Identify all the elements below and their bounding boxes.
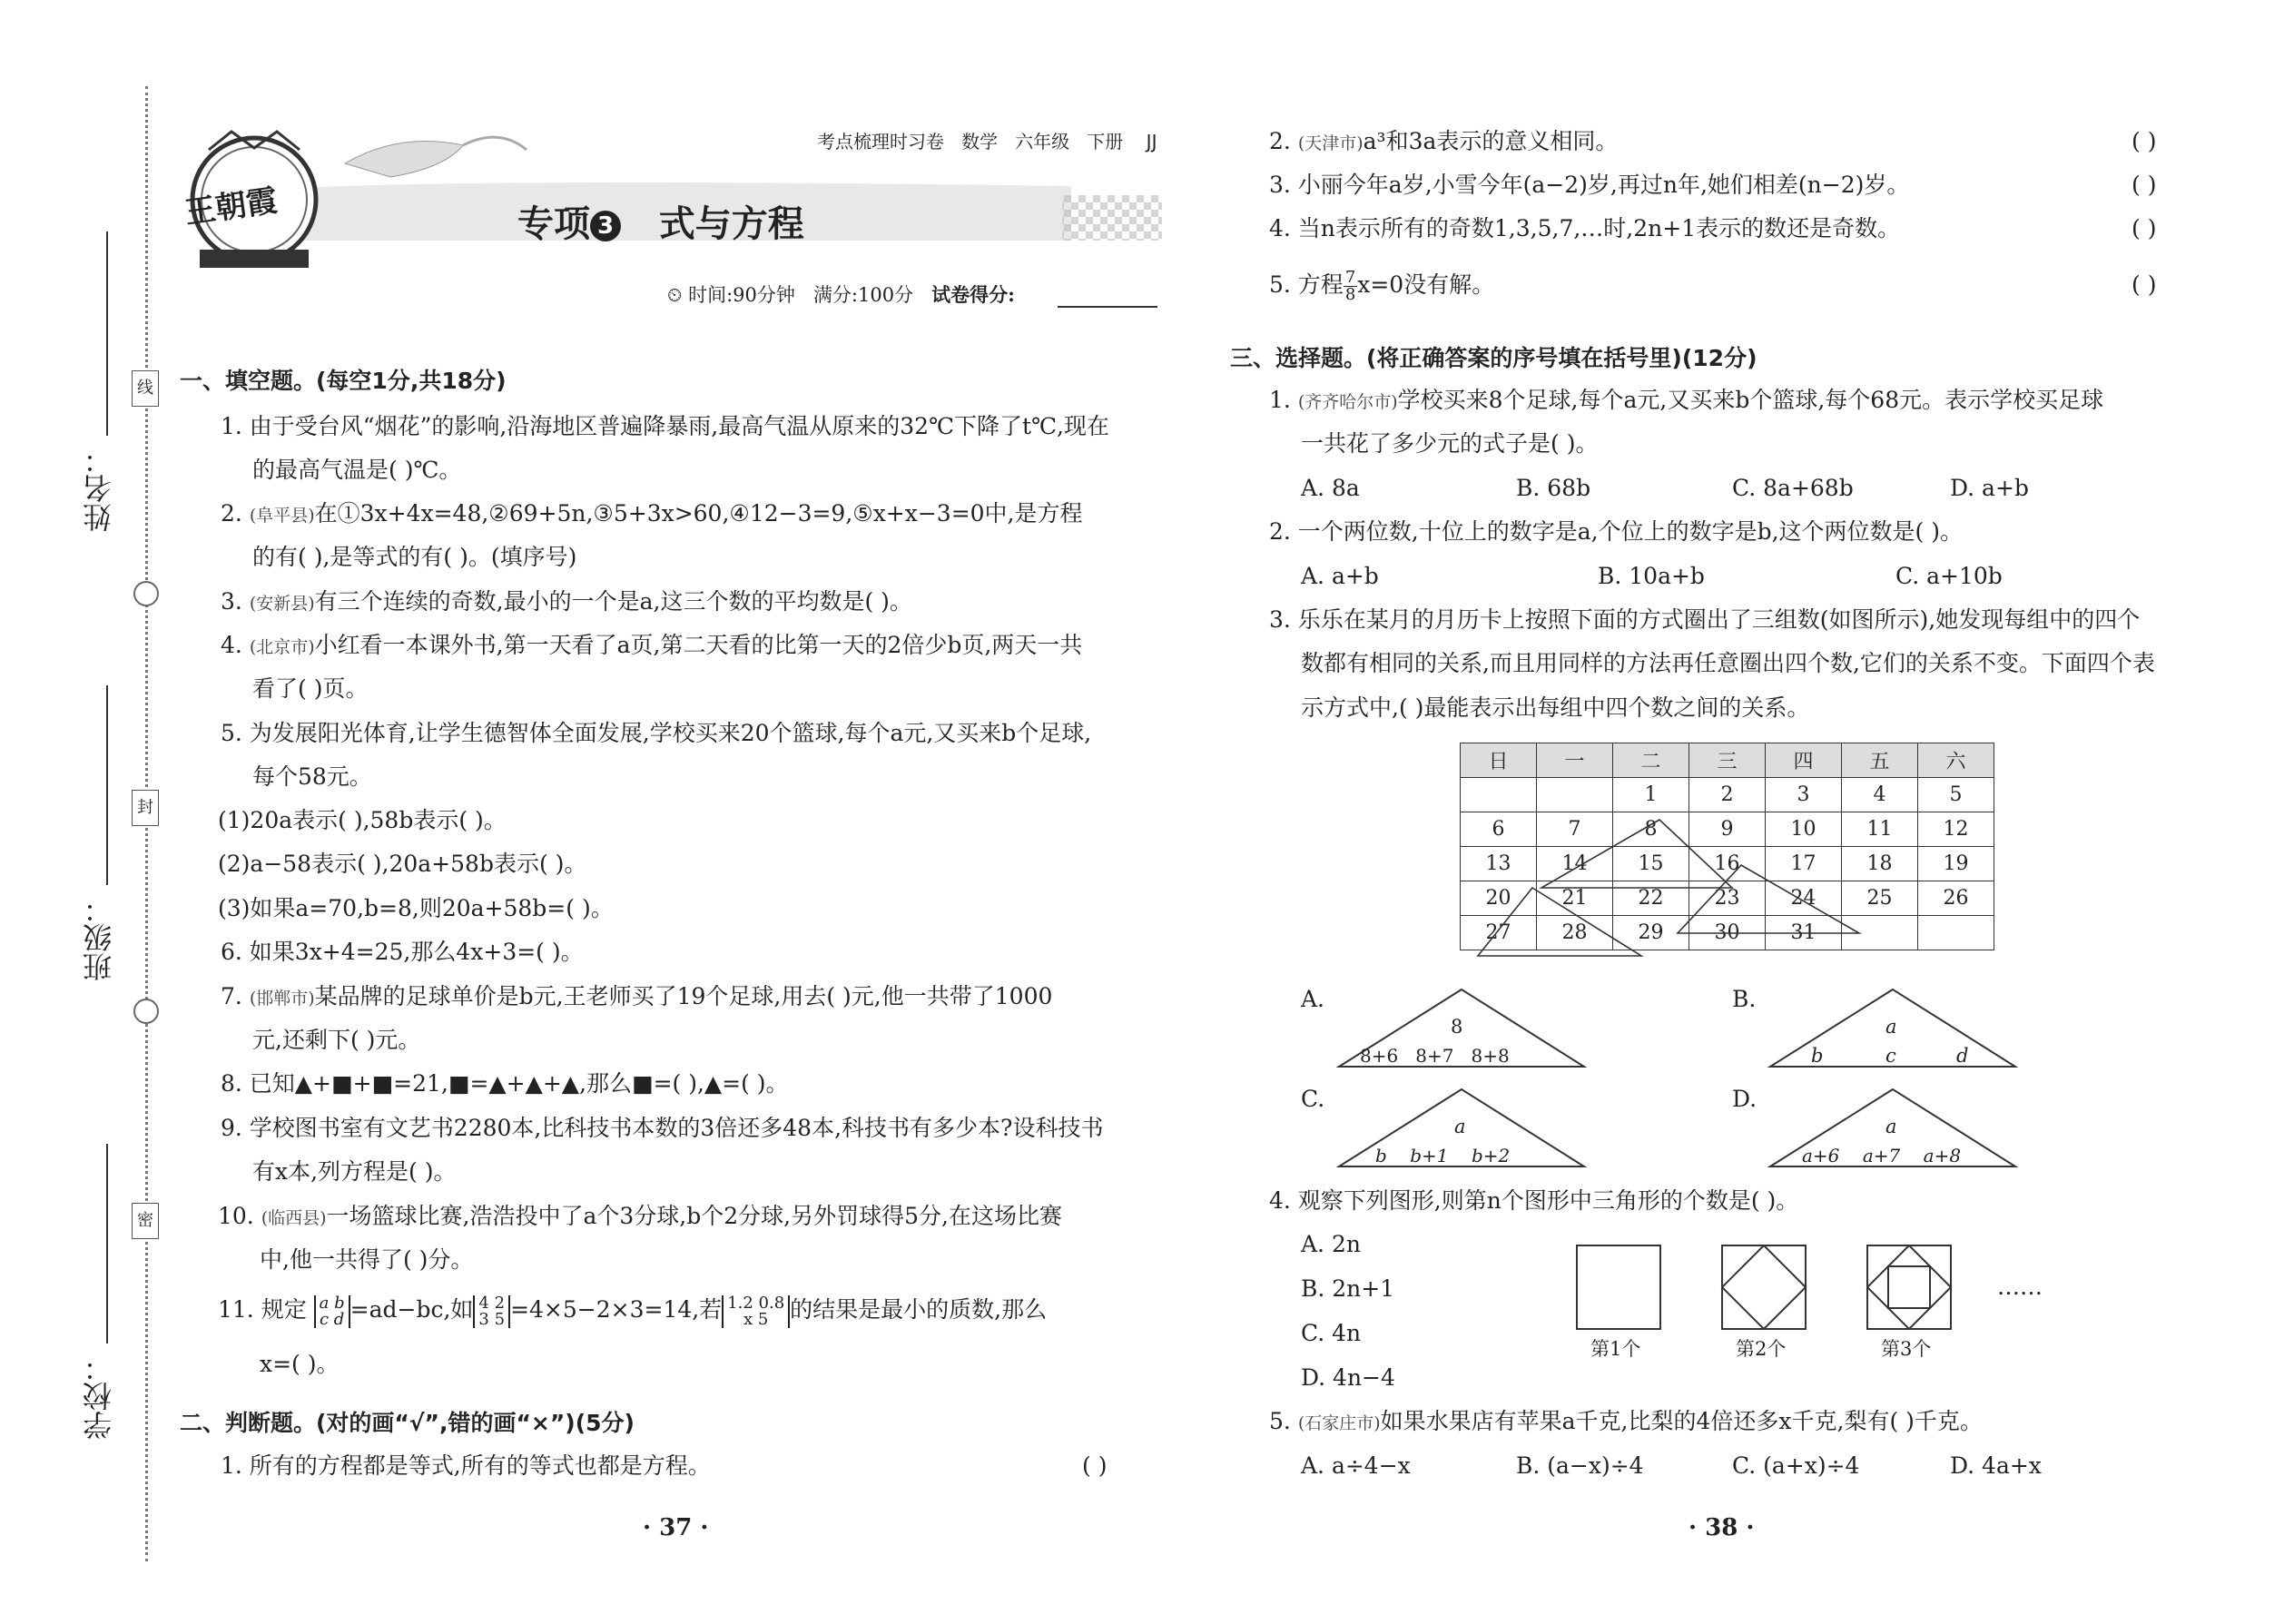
cal-cell: 14 xyxy=(1537,847,1613,881)
cal-cell: 28 xyxy=(1537,916,1613,950)
fig-2-label: 第2个 xyxy=(1736,1338,1787,1360)
logo-text: 王朝霞 xyxy=(182,182,280,231)
opt-c-top: a xyxy=(1454,1116,1466,1137)
cal-cell: 15 xyxy=(1613,847,1689,881)
seal-feng: 封 xyxy=(132,790,159,826)
opt-a-bottom: 8+6 8+7 8+8 xyxy=(1360,1045,1510,1067)
choice-q4-option-a[interactable]: A. 2n xyxy=(1301,1231,1361,1257)
q8: 8. 已知▲+■+■=21,■=▲+▲+▲,那么■=( ),▲=( )。 xyxy=(221,1070,789,1097)
choice-q4-option-b[interactable]: B. 2n+1 xyxy=(1301,1275,1395,1302)
q5-line2: 每个58元。 xyxy=(252,763,372,790)
cal-cell: 10 xyxy=(1766,812,1842,847)
fig-ellipsis: …… xyxy=(1997,1274,2043,1300)
page-number-left: · 37 · xyxy=(643,1514,709,1541)
q7-line2: 元,还剩下( )元。 xyxy=(252,1027,421,1053)
choice-q2-option-c[interactable]: C. a+10b xyxy=(1895,563,2003,589)
q9-line1: 9. 学校图书室有文艺书2280本,比科技书本数的3倍还多48本,科技书有多少本?设科技书 xyxy=(221,1115,1104,1141)
q2-line1: 2. (阜平县)在①3x+4x=48,②69+5n,③5+3x>60,④12−3=9,⑤x+x−3=0中,是方程 xyxy=(221,500,1083,527)
choice-q4-option-c[interactable]: C. 4n xyxy=(1301,1320,1362,1346)
q11-line1: 11. 规定 a b c d =ad−bc,如 4 2 3 5 =4×5−2×3=14,若 1.2 0.8 x 5 的结果是最小的质数,那么 xyxy=(218,1293,1048,1329)
choice-q1-option-b[interactable]: B. 68b xyxy=(1516,475,1591,501)
q5-sub1: (1)20a表示( ),58b表示( )。 xyxy=(218,807,507,833)
cal-cell: 22 xyxy=(1613,881,1689,916)
choice-q5-option-b[interactable]: B. (a−x)÷4 xyxy=(1516,1452,1644,1479)
school-label: 学校： xyxy=(82,1353,116,1440)
q5-sub3: (3)如果a=70,b=8,则20a+58b=( )。 xyxy=(218,895,614,921)
name-blank[interactable] xyxy=(106,231,108,436)
q2-line2: 的有( ),是等式的有( )。(填序号) xyxy=(252,544,577,570)
cal-cell: 20 xyxy=(1461,881,1537,916)
cal-cell: 5 xyxy=(1918,778,1994,812)
choice-q1-option-d[interactable]: D. a+b xyxy=(1950,475,2029,501)
choice-q4-option-d[interactable]: D. 4n−4 xyxy=(1301,1364,1395,1391)
opt-d-top: a xyxy=(1885,1116,1897,1137)
choice-q5: 5. (石家庄市)如果水果店有苹果a千克,比梨的4倍还多x千克,梨有( )千克。 xyxy=(1269,1408,1983,1434)
choice-q3-line1: 3. 乐乐在某月的月历卡上按照下面的方式圈出了三组数(如图所示),她发现每组中的四个 xyxy=(1269,606,2141,633)
cal-head: 五 xyxy=(1842,743,1918,778)
q3-option-d-label[interactable]: D. xyxy=(1732,1086,1757,1112)
page-title: 专项 3 式与方程 xyxy=(517,203,804,245)
section-3-title: 三、选择题。(将正确答案的序号填在括号里)(12分) xyxy=(1230,345,1757,371)
cal-head: 四 xyxy=(1766,743,1842,778)
exam-info: ⏲ 时间:90分钟 满分:100分 试卷得分: xyxy=(667,283,1015,306)
calendar-triangles xyxy=(1460,743,2023,969)
cal-cell: 25 xyxy=(1842,881,1918,916)
seal-xian: 线 xyxy=(132,370,159,407)
page-number-right: · 38 · xyxy=(1689,1514,1755,1541)
q4-line1: 4. (北京市)小红看一本课外书,第一天看了a页,第二天看的比第一天的2倍少b页,两天一共 xyxy=(221,632,1083,658)
choice-q1-option-a[interactable]: A. 8a xyxy=(1301,475,1360,501)
choice-q3-line2: 数都有相同的关系,而且用同样的方法再任意圈出四个数,它们的关系不变。下面四个表 xyxy=(1301,650,2155,676)
q5-line1: 5. 为发展阳光体育,让学生德智体全面发展,学校买来20个篮球,每个a元,又买来b个足球, xyxy=(221,720,1092,746)
cal-cell: 16 xyxy=(1689,847,1766,881)
choice-q1-option-c[interactable]: C. 8a+68b xyxy=(1732,475,1854,501)
choice-q3-line3: 示方式中,( )最能表示出每组中四个数之间的关系。 xyxy=(1301,694,1810,721)
cal-cell: 3 xyxy=(1766,778,1842,812)
square-pattern-figures xyxy=(1575,1244,1956,1334)
cal-cell: 18 xyxy=(1842,847,1918,881)
cal-head: 六 xyxy=(1918,743,1994,778)
judge-q3: 3. 小丽今年a岁,小雪今年(a−2)岁,再过n年,她们相差(n−2)岁。 xyxy=(1269,172,1910,198)
cal-cell: 17 xyxy=(1766,847,1842,881)
fig-1-label: 第1个 xyxy=(1590,1338,1641,1360)
cal-cell: 31 xyxy=(1766,916,1842,950)
cal-cell: 23 xyxy=(1689,881,1766,916)
school-blank[interactable] xyxy=(106,1144,108,1343)
cal-cell: 24 xyxy=(1766,881,1842,916)
q3-option-c-label[interactable]: C. xyxy=(1301,1086,1325,1112)
judge-q1: 1. 所有的方程都是等式,所有的等式也都是方程。 xyxy=(221,1452,711,1479)
cal-cell: 26 xyxy=(1918,881,1994,916)
judge-q5: 5. 方程 $\frac{7}{8}$ x=0没有解。 xyxy=(1269,268,1495,304)
cal-cell: 19 xyxy=(1918,847,1994,881)
judge-q4-answer[interactable]: ( ) xyxy=(2132,215,2157,241)
q10-line1: 10. (临西县)一场篮球比赛,浩浩投中了a个3分球,b个2分球,另外罚球得5分,在这场比赛 xyxy=(218,1203,1062,1229)
cal-head: 一 xyxy=(1537,743,1613,778)
cal-cell: 27 xyxy=(1461,916,1537,950)
cal-cell: 1 xyxy=(1613,778,1689,812)
name-label: 姓名： xyxy=(82,445,116,532)
q5-sub2: (2)a−58表示( ),20a+58b表示( )。 xyxy=(218,851,587,877)
choice-q2-option-a[interactable]: A. a+b xyxy=(1301,563,1379,589)
opt-b-top: a xyxy=(1885,1016,1897,1038)
q6: 6. 如果3x+4=25,那么4x+3=( )。 xyxy=(221,939,584,965)
choice-q5-option-d[interactable]: D. 4a+x xyxy=(1950,1452,2042,1479)
choice-q5-option-c[interactable]: C. (a+x)÷4 xyxy=(1732,1452,1860,1479)
binding-hole xyxy=(133,999,159,1024)
opt-d-bottom: a+6 a+7 a+8 xyxy=(1802,1145,1962,1166)
cal-cell: 11 xyxy=(1842,812,1918,847)
class-blank[interactable] xyxy=(106,685,108,885)
score-blank[interactable] xyxy=(1058,306,1157,308)
opt-c-bottom: b b+1 b+2 xyxy=(1375,1145,1511,1166)
opt-a-top: 8 xyxy=(1451,1016,1463,1038)
q10-line2: 中,他一共得了( )分。 xyxy=(260,1246,474,1273)
q3: 3. (安新县)有三个连续的奇数,最小的一个是a,这三个数的平均数是( )。 xyxy=(221,588,912,615)
cal-head: 三 xyxy=(1689,743,1766,778)
choice-q5-option-a[interactable]: A. a÷4−x xyxy=(1301,1452,1411,1479)
choice-q1-line2: 一共花了多少元的式子是( )。 xyxy=(1301,430,1599,457)
fig-3-label: 第3个 xyxy=(1881,1338,1932,1360)
choice-q4: 4. 观察下列图形,则第n个图形中三角形的个数是( )。 xyxy=(1269,1187,1799,1214)
cal-cell: 13 xyxy=(1461,847,1537,881)
choice-q2: 2. 一个两位数,十位上的数字是a,个位上的数字是b,这个两位数是( )。 xyxy=(1269,518,1964,545)
cal-cell: 29 xyxy=(1613,916,1689,950)
cal-cell: 7 xyxy=(1537,812,1613,847)
judge-q2-answer[interactable]: ( ) xyxy=(2132,128,2157,154)
cal-cell: 8 xyxy=(1613,812,1689,847)
header-meta: 考点梳理时习卷 数学 六年级 下册 JJ xyxy=(817,131,1157,153)
judge-q1-answer[interactable]: ( ) xyxy=(1082,1452,1108,1479)
choice-q1-line1: 1. (齐齐哈尔市)学校买来8个足球,每个a元,又买来b个篮球,每个68元。表示学校买足球 xyxy=(1269,387,2104,413)
cal-cell: 6 xyxy=(1461,812,1537,847)
cal-cell: 21 xyxy=(1537,881,1613,916)
class-label: 班级： xyxy=(82,894,116,981)
opt-b-c: c xyxy=(1885,1045,1896,1067)
opt-b-b: b xyxy=(1811,1045,1824,1067)
cal-cell: 4 xyxy=(1842,778,1918,812)
judge-q3-answer[interactable]: ( ) xyxy=(2132,172,2157,198)
q3-option-b-label[interactable]: B. xyxy=(1732,986,1757,1012)
q11-line2: x=( )。 xyxy=(260,1351,340,1377)
cal-cell: 12 xyxy=(1918,812,1994,847)
cal-head: 日 xyxy=(1461,743,1537,778)
section-2-title: 二、判断题。(对的画“√”,错的画“×”)(5分) xyxy=(180,1410,635,1436)
cal-cell: 9 xyxy=(1689,812,1766,847)
q1-line2: 的最高气温是( )℃。 xyxy=(252,457,462,483)
binding-hole xyxy=(133,581,159,606)
q9-line2: 有x本,列方程是( )。 xyxy=(252,1158,457,1185)
judge-q2: 2. (天津市)a³和3a表示的意义相同。 xyxy=(1269,128,1619,154)
cal-cell: 2 xyxy=(1689,778,1766,812)
section-1-title: 一、填空题。(每空1分,共18分) xyxy=(180,368,507,394)
q7-line1: 7. (邯郸市)某品牌的足球单价是b元,王老师买了19个足球,用去( )元,他一共带了1000 xyxy=(221,983,1053,1009)
cal-head: 二 xyxy=(1613,743,1689,778)
q3-option-a-label[interactable]: A. xyxy=(1301,986,1325,1012)
judge-q5-answer[interactable]: ( ) xyxy=(2132,271,2157,298)
choice-q2-option-b[interactable]: B. 10a+b xyxy=(1598,563,1705,589)
judge-q4: 4. 当n表示所有的奇数1,3,5,7,…时,2n+1表示的数还是奇数。 xyxy=(1269,215,1901,241)
seal-mi: 密 xyxy=(132,1203,159,1239)
q1-line1: 1. 由于受台风“烟花”的影响,沿海地区普遍降暴雨,最高气温从原来的32℃下降了t℃,现在 xyxy=(221,413,1109,439)
opt-b-d: d xyxy=(1956,1045,1969,1067)
clock-icon: ⏲ xyxy=(667,284,683,306)
q4-line2: 看了( )页。 xyxy=(252,675,369,702)
cal-cell: 30 xyxy=(1689,916,1766,950)
